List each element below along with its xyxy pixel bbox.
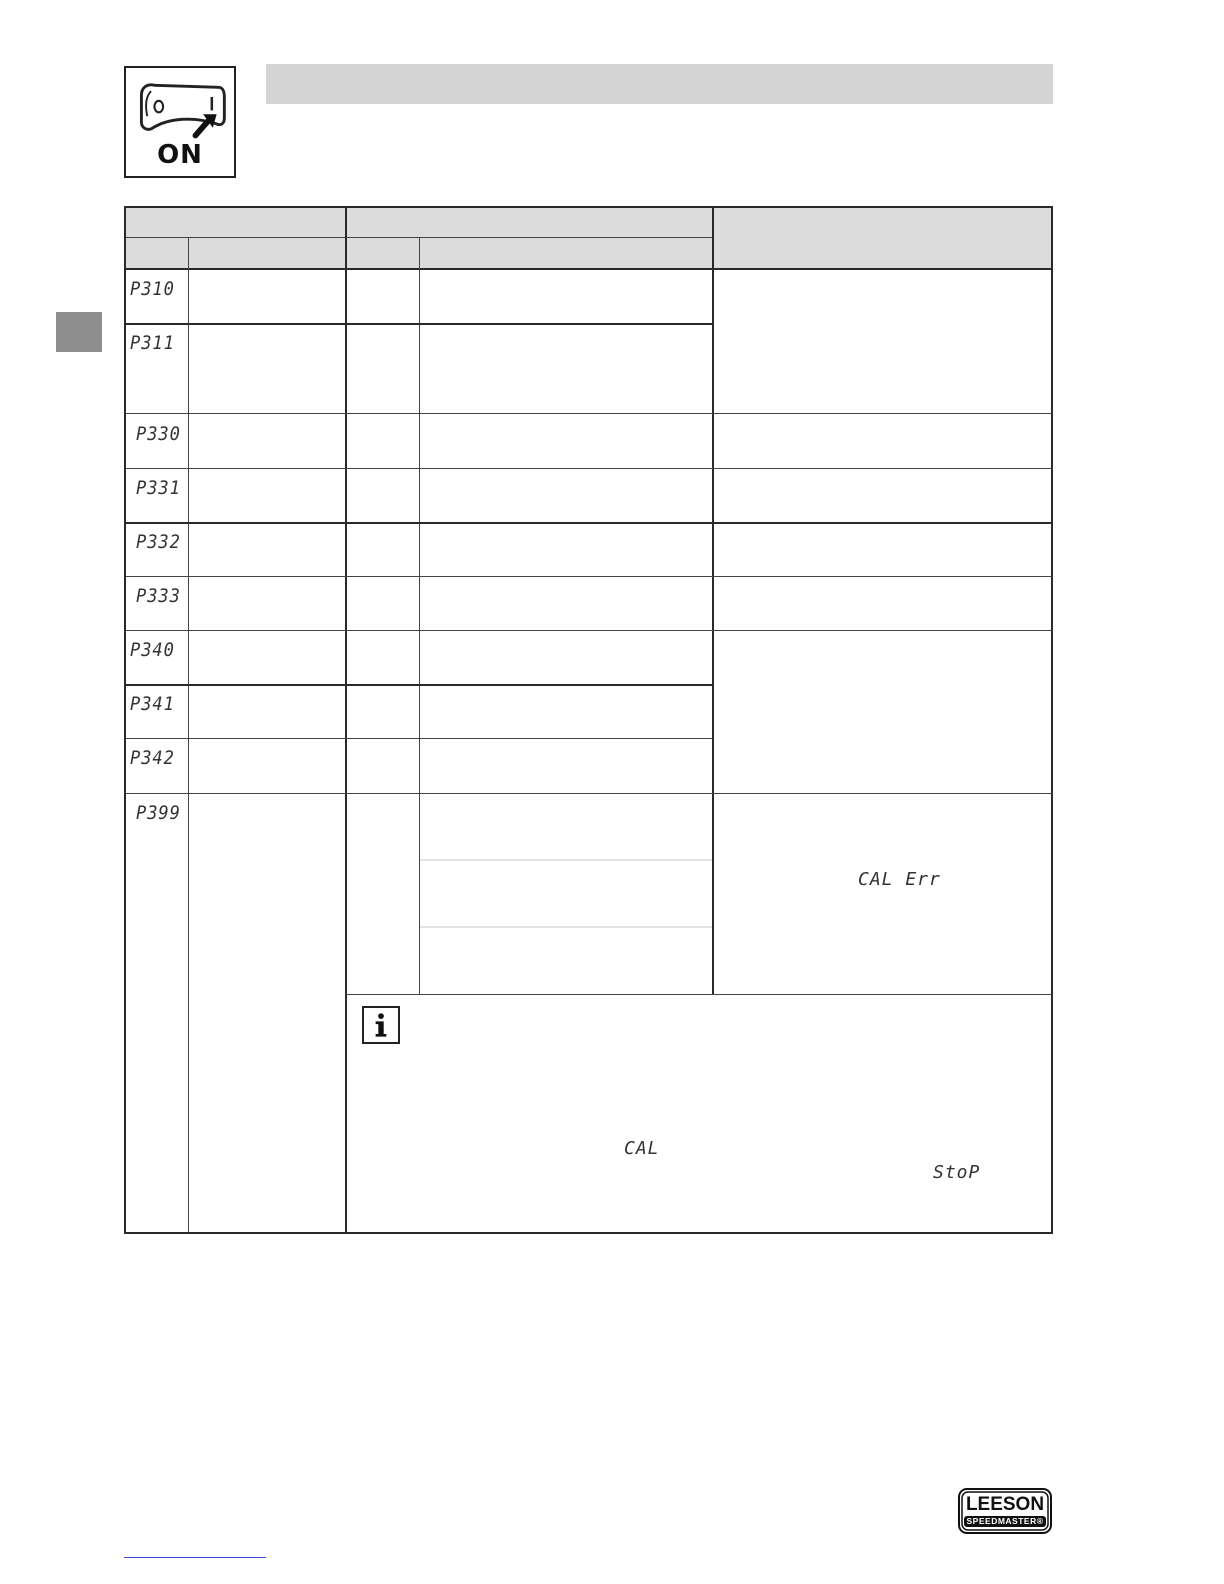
info-icon — [362, 1006, 400, 1044]
p399-subrow-line-1 — [420, 859, 712, 861]
row-line-p311 — [126, 323, 713, 325]
param-code-p331: P331 — [136, 477, 181, 499]
param-code-p332: P332 — [136, 531, 181, 553]
table-border-bottom — [125, 1232, 1053, 1234]
p399-subrow-line-2 — [420, 926, 712, 928]
table-border-right — [1051, 206, 1053, 1234]
param-code-p340: P340 — [130, 639, 175, 661]
row-line-p331 — [126, 468, 1052, 469]
readout-stop: StoP — [933, 1162, 981, 1183]
param-code-p330: P330 — [136, 423, 181, 445]
row-line-p333 — [126, 576, 1052, 577]
note-top-line — [346, 994, 1052, 995]
leeson-speedmaster-logo — [958, 1488, 1052, 1534]
on-switch-icon — [124, 66, 236, 178]
logo-leeson: LEESON — [965, 1494, 1045, 1515]
param-code-p342: P342 — [130, 747, 175, 769]
footer-link-underline[interactable] — [124, 1557, 266, 1558]
table-border-left — [124, 206, 126, 1234]
section-header-bar — [266, 64, 1053, 104]
row-line-p342 — [126, 738, 713, 739]
param-code-p399: P399 — [136, 802, 181, 824]
row-line-p399 — [126, 793, 1052, 794]
col-line-2 — [345, 208, 347, 1233]
table-border-top — [125, 206, 1053, 208]
readout-cal-err: CAL Err — [858, 869, 941, 890]
on-label: ON — [157, 140, 203, 170]
col-line-1 — [188, 238, 189, 1232]
table-header — [126, 208, 1052, 268]
param-code-p311: P311 — [130, 332, 175, 354]
header-bottom-line — [126, 268, 1052, 270]
col-line-4 — [712, 208, 714, 994]
param-code-p310: P310 — [130, 278, 175, 300]
chapter-tab — [56, 312, 102, 352]
col-line-3 — [419, 238, 420, 994]
logo-speedmaster: SPEEDMASTER® — [966, 1516, 1044, 1526]
row-line-p332 — [126, 522, 1052, 524]
row-line-p341 — [126, 684, 713, 686]
row-line-p330 — [126, 413, 1052, 414]
row-line-p340 — [126, 630, 1052, 631]
param-code-p333: P333 — [136, 585, 181, 607]
param-code-p341: P341 — [130, 693, 175, 715]
readout-cal: CAL — [624, 1138, 660, 1159]
